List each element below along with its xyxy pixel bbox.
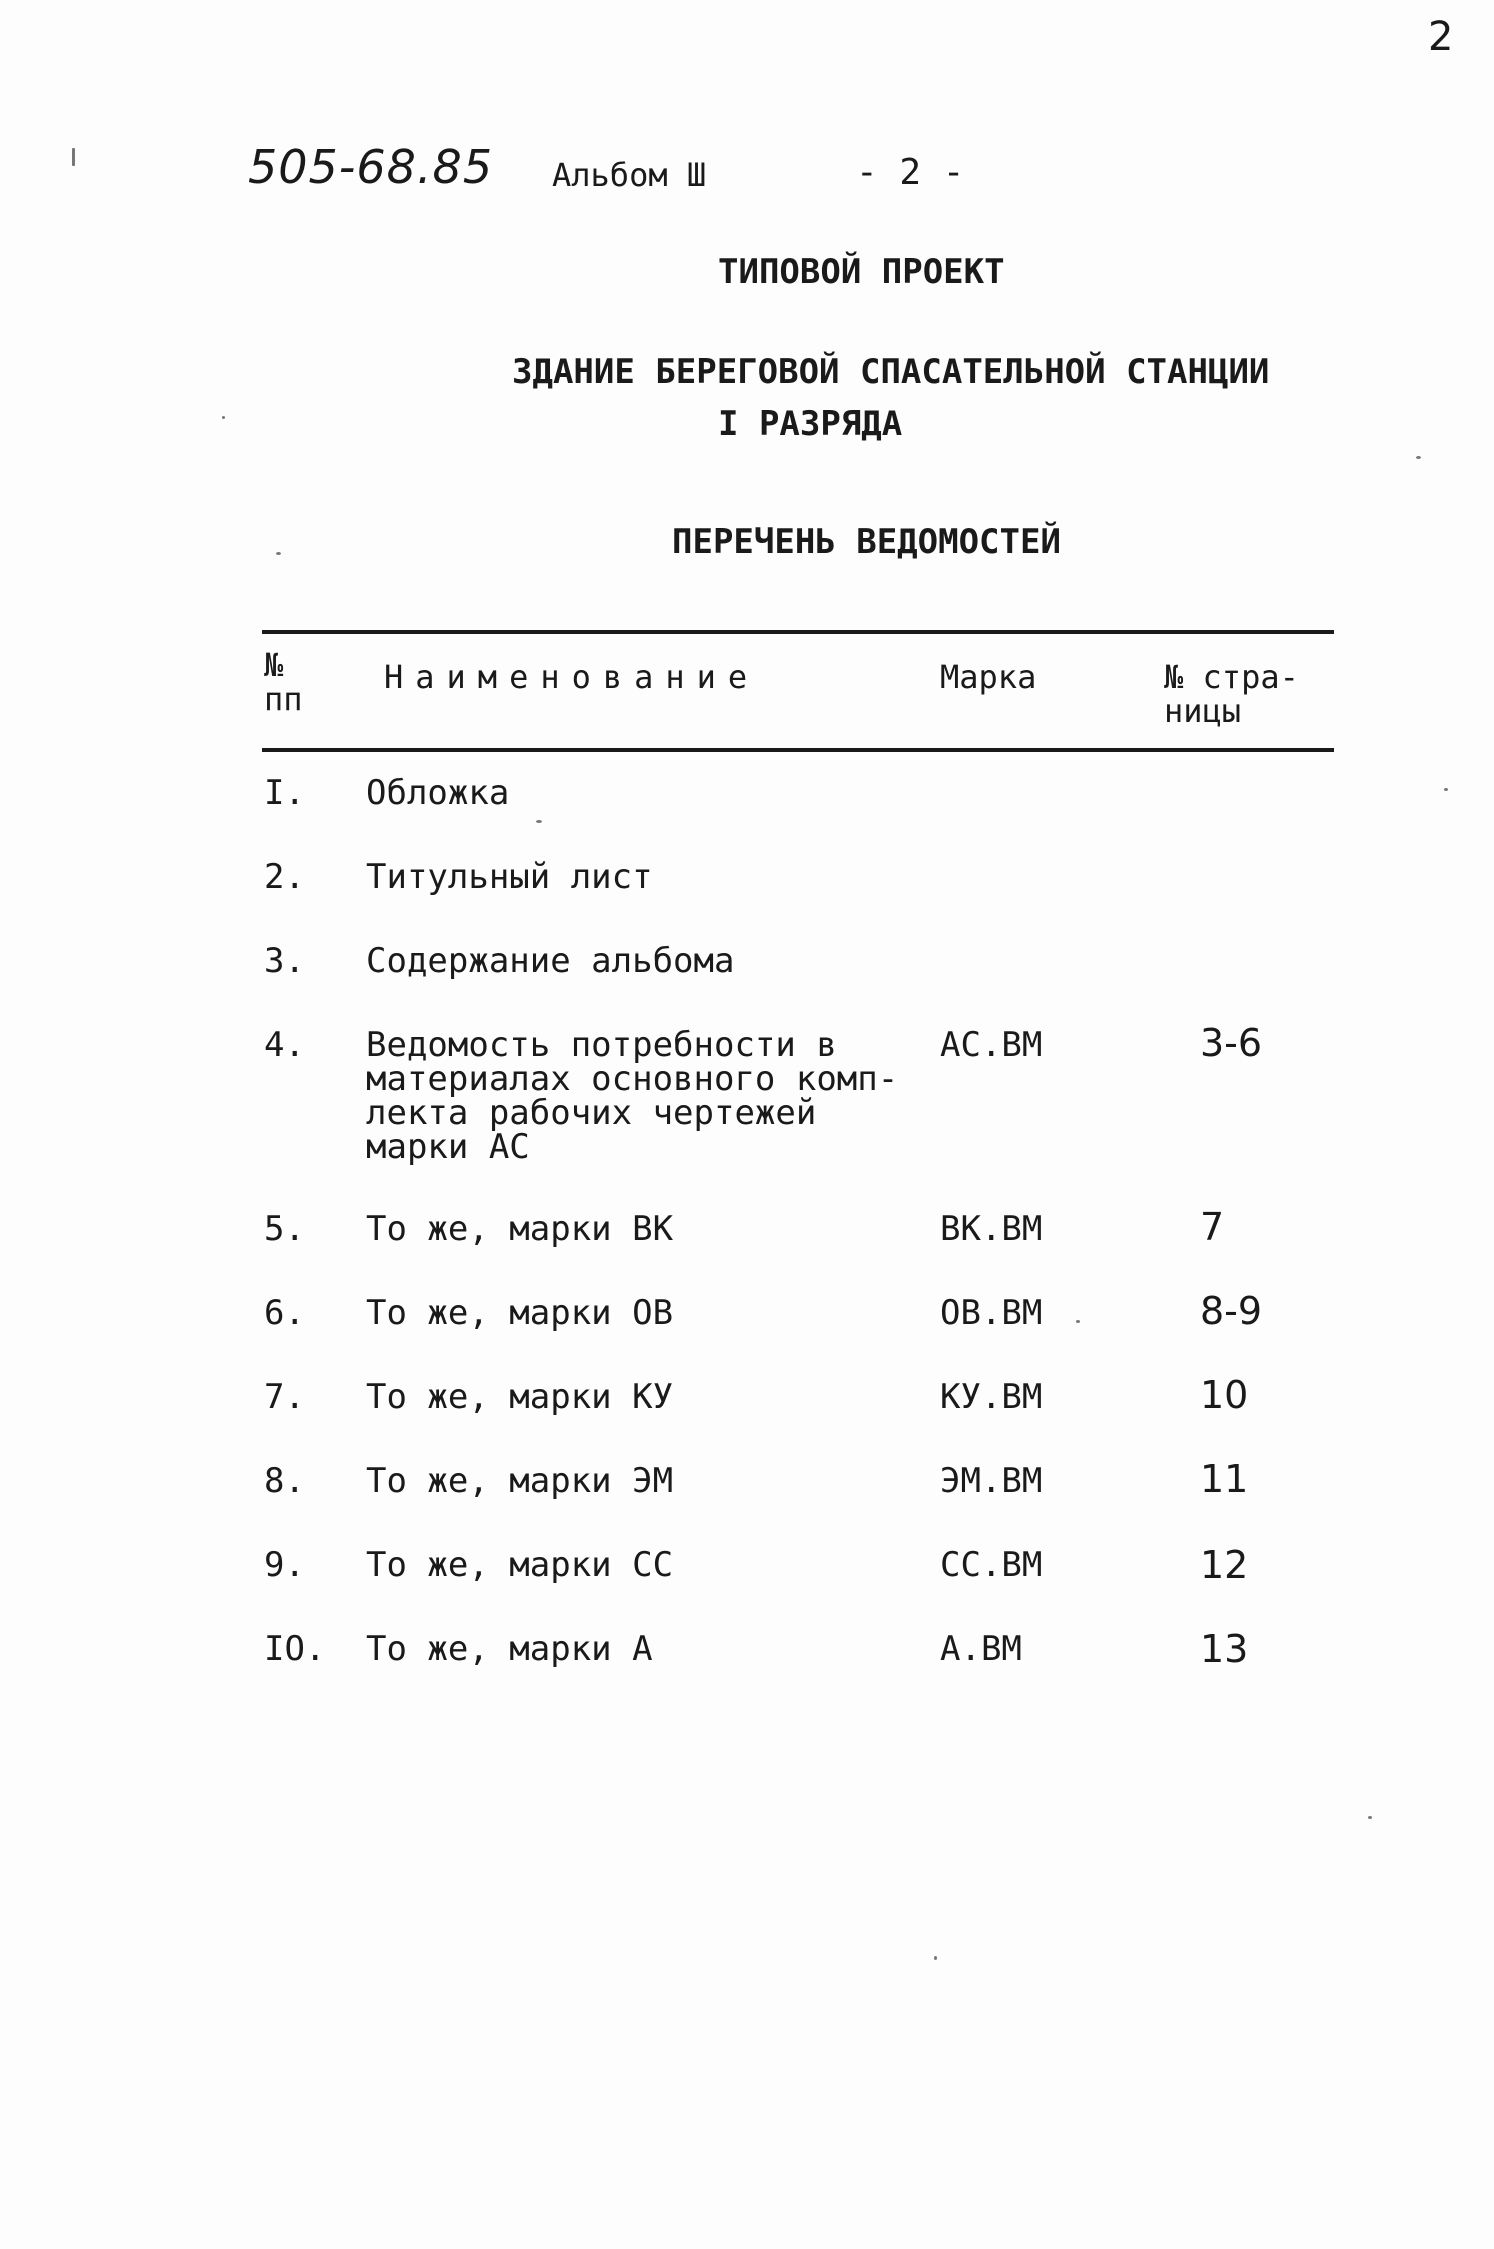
row-4-page: 3-6	[1200, 1021, 1263, 1065]
scan-speck	[1368, 1816, 1372, 1819]
row-8-name: То же, марки ЭМ	[366, 1461, 674, 1501]
column-header-name: Наименование	[384, 658, 760, 696]
scan-speck	[536, 820, 542, 823]
row-2-number: 2.	[264, 857, 305, 897]
table-header-rule	[262, 748, 1334, 752]
corner-page-number: 2	[1428, 14, 1454, 60]
row-5-name: То же, марки ВК	[366, 1209, 674, 1249]
row-5-page: 7	[1200, 1205, 1225, 1249]
column-header-number	[264, 648, 303, 716]
row-9-mark: СС.ВМ	[940, 1545, 1043, 1585]
column-header-page-line1: № стра-	[1164, 658, 1299, 696]
row-9-name: То же, марки СС	[366, 1545, 674, 1585]
row-4-mark: АС.ВМ	[940, 1025, 1043, 1065]
project-type-title: ТИПОВОЙ ПРОЕКТ	[718, 252, 1005, 292]
row-10-name: То же, марки А	[366, 1629, 653, 1669]
table-top-rule	[262, 630, 1334, 634]
row-6-mark: ОВ.ВМ	[940, 1293, 1043, 1333]
column-header-mark: Марка	[940, 658, 1037, 696]
scan-speck	[276, 552, 281, 555]
column-header-number-line1: №	[264, 646, 284, 684]
document-code: 505-68.85	[248, 140, 494, 194]
building-title: ЗДАНИЕ БЕРЕГОВОЙ СПАСАТЕЛЬНОЙ СТАНЦИИ	[512, 352, 1270, 392]
row-5-number: 5.	[264, 1209, 305, 1249]
row-4-number: 4.	[264, 1025, 305, 1065]
column-header-number-line2: пп	[264, 680, 303, 718]
row-9-page: 12	[1200, 1543, 1249, 1587]
row-8-page: 11	[1200, 1457, 1249, 1501]
row-8-mark: ЭМ.ВМ	[940, 1461, 1043, 1501]
row-4-name: Ведомость потребности в материалах основного комп- лекта рабочих чертежей марки АС	[366, 1025, 899, 1167]
column-header-page-line2: ницы	[1164, 692, 1242, 730]
row-6-page: 8-9	[1200, 1289, 1263, 1333]
row-7-mark: КУ.ВМ	[940, 1377, 1043, 1417]
row-8-number: 8.	[264, 1461, 305, 1501]
row-7-page: 10	[1200, 1373, 1249, 1417]
row-7-number: 7.	[264, 1377, 305, 1417]
row-9-number: 9.	[264, 1545, 305, 1585]
row-6-number: 6.	[264, 1293, 305, 1333]
album-label: Альбом Ш	[552, 156, 707, 194]
row-2-name: Титульный лист	[366, 857, 653, 897]
row-1-number: I.	[264, 773, 305, 813]
row-10-page: 13	[1200, 1627, 1249, 1671]
row-6-name: То же, марки ОВ	[366, 1293, 674, 1333]
row-1-name: Обложка	[366, 773, 510, 813]
scan-speck	[222, 416, 225, 419]
scan-speck	[1076, 1320, 1080, 1323]
scan-speck	[934, 1956, 937, 1960]
building-category: I РАЗРЯДА	[718, 404, 903, 444]
row-5-mark: ВК.ВМ	[940, 1209, 1043, 1249]
row-7-name: То же, марки КУ	[366, 1377, 674, 1417]
list-title: ПЕРЕЧЕНЬ ВЕДОМОСТЕЙ	[672, 522, 1061, 562]
column-header-page	[1164, 660, 1299, 728]
scan-mark	[72, 148, 75, 166]
row-10-number: IO.	[264, 1629, 326, 1669]
scan-speck	[1416, 456, 1421, 459]
row-3-number: 3.	[264, 941, 305, 981]
scan-speck	[1444, 788, 1448, 791]
row-10-mark: А.ВМ	[940, 1629, 1022, 1669]
row-3-name: Содержание альбома	[366, 941, 735, 981]
page-number: - 2 -	[856, 152, 965, 193]
